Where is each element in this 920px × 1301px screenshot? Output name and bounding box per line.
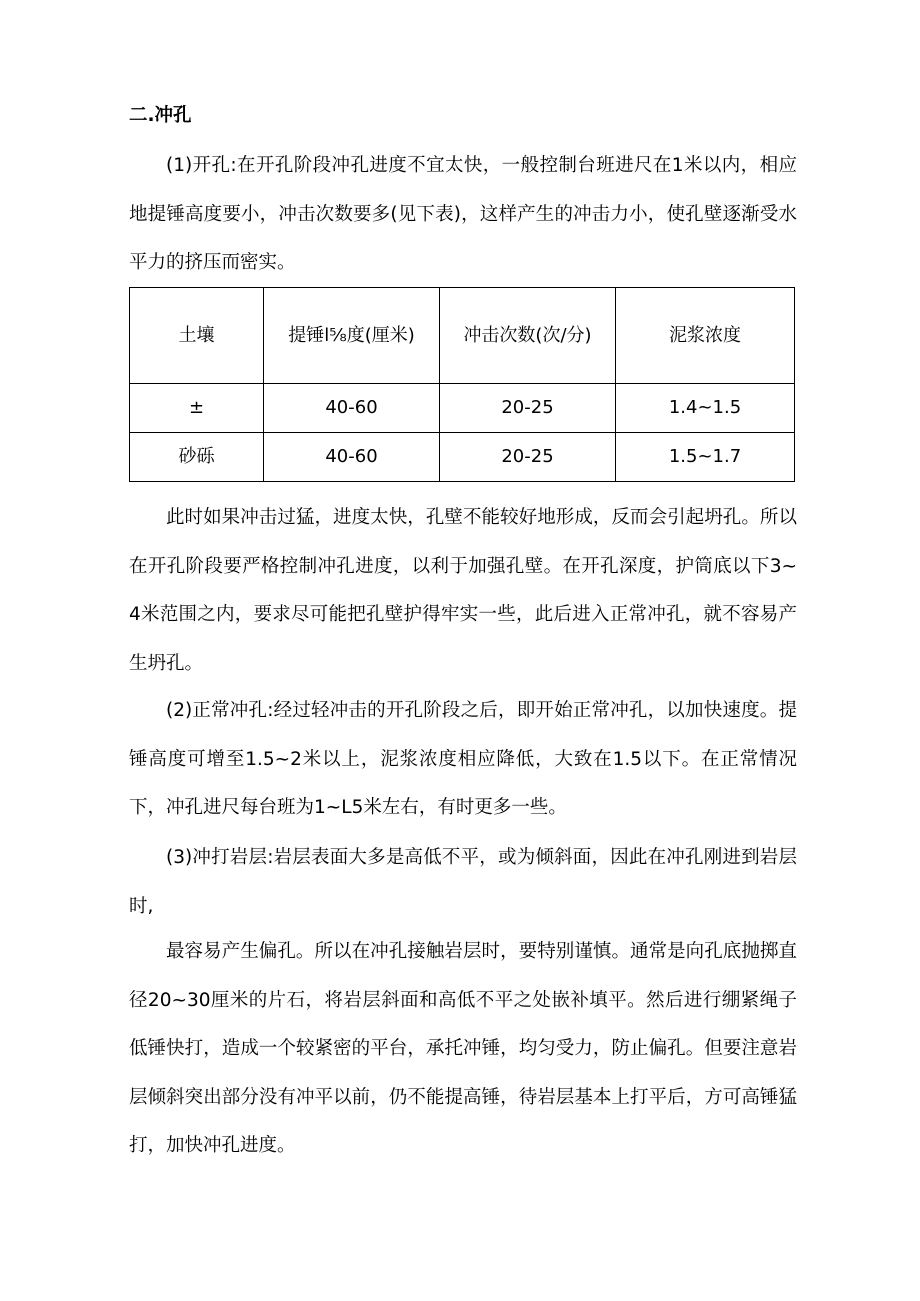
table-cell: 20-25 xyxy=(440,433,616,482)
paragraph-rock-layer-continued: 最容易产生偏孔。所以在冲孔接触岩层时，要特别谨慎。通常是向孔底抛掷直径20~30厘米的片石，将岩层斜面和高低不平之处嵌补填平。然后进行绷紧绳子低锤快打，造成一个较紧密的平台，承托冲锤，均匀受力，防止偏孔。但要注意岩层倾斜突出部分没有冲平以前，仍不能提高锤，待岩层基本上打平后，方可高锤猛打，加快冲孔进度。 xyxy=(129,941,797,1156)
table-header-cell: 泥浆浓度 xyxy=(616,288,795,384)
table-cell: 砂砾 xyxy=(130,433,264,482)
impact-parameters-table xyxy=(129,287,795,482)
table-header-cell: 提锤l⅝度(厘米) xyxy=(264,288,440,384)
paragraph-collapse-warning: 此时如果冲击过猛，进度太快，孔壁不能较好地形成，反而会引起坍孔。所以在开孔阶段要严格控制冲孔进度，以利于加强孔壁。在开孔深度，护筒底以下3~4米范围之内，要求尽可能把孔壁护得牢实一些，此后进入正常冲孔，就不容易产生坍孔。 xyxy=(129,507,797,674)
table-cell: 40-60 xyxy=(264,384,440,433)
table-cell: 20-25 xyxy=(440,384,616,433)
table-cell: ± xyxy=(130,384,264,433)
table-row xyxy=(130,384,795,433)
paragraph-rock-layer: (3)冲打岩层:岩层表面大多是高低不平，或为倾斜面，因此在冲孔刚进到岩层时, xyxy=(129,847,797,917)
table-header-row xyxy=(130,288,795,384)
paragraph-normal-drilling: (2)正常冲孔:经过轻冲击的开孔阶段之后，即开始正常冲孔，以加快速度。提锤高度可增至1.5~2米以上，泥浆浓度相应降低，大致在1.5以下。在正常情况下，冲孔进尺每台班为1~L5米左右，有时更多一些。 xyxy=(129,700,797,818)
table-cell: 1.5~1.7 xyxy=(616,433,795,482)
table-row xyxy=(130,433,795,482)
section-heading: 二.冲孔 xyxy=(129,105,192,126)
table-header-cell: 土壤 xyxy=(130,288,264,384)
table-cell: 40-60 xyxy=(264,433,440,482)
table-header-cell: 冲击次数(次/分) xyxy=(440,288,616,384)
table-cell: 1.4~1.5 xyxy=(616,384,795,433)
paragraph-opening-hole: (1)开孔:在开孔阶段冲孔进度不宜太快，一般控制台班进尺在1米以内，相应地提锤高度要小，冲击次数要多(见下表)，这样产生的冲击力小，使孔壁逐渐受水平力的挤压而密实。 xyxy=(129,155,797,273)
